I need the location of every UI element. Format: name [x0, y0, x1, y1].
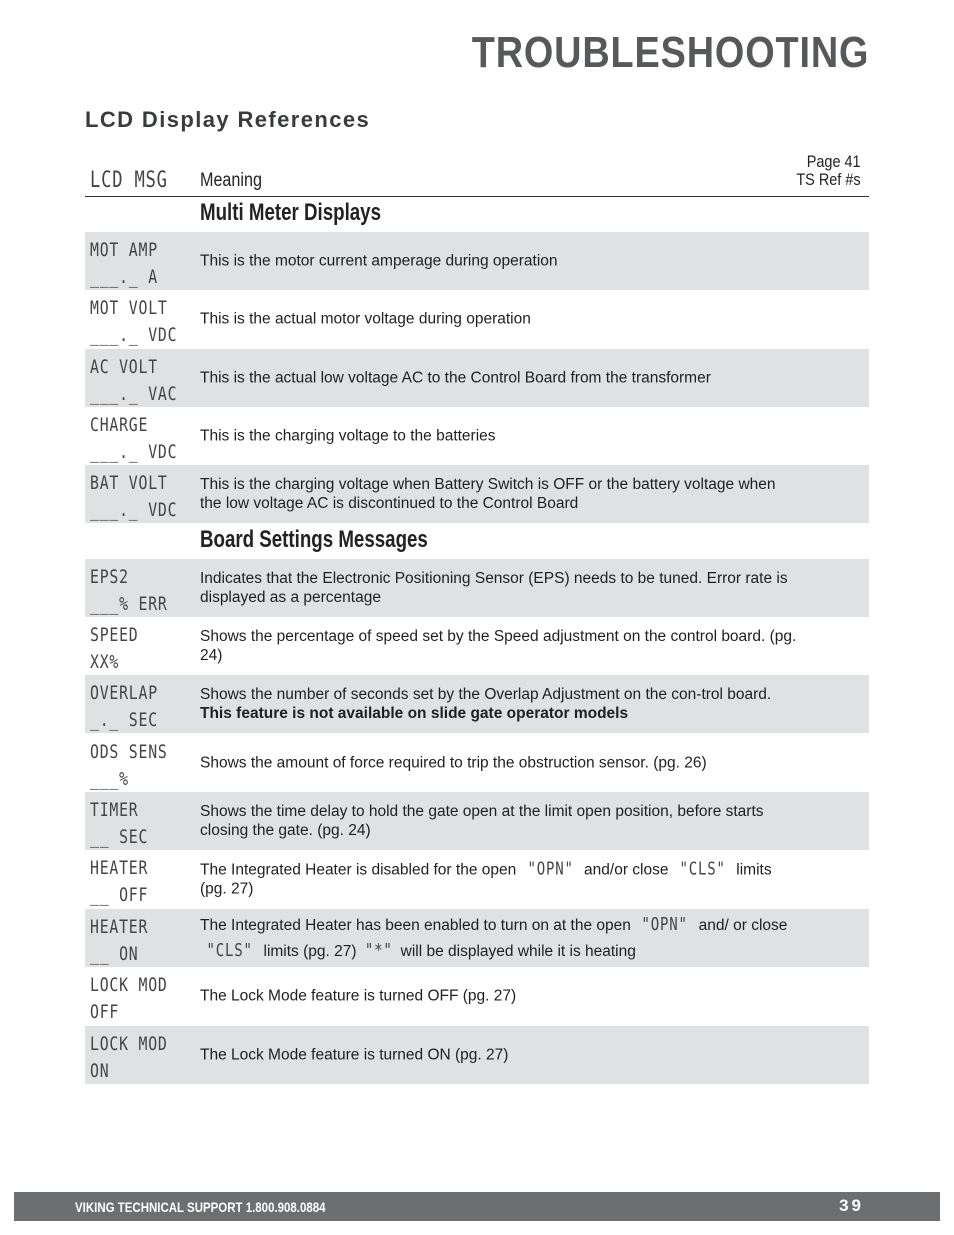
table-row: [85, 617, 869, 675]
row-meaning-text: will be displayed while it is heating: [396, 943, 636, 960]
lcd-code: [90, 237, 177, 291]
row-meaning: Shows the percentage of speed set by the Speed adjustment on the control board. (pg. 24): [200, 628, 797, 664]
lcd-line-1: TIMER: [90, 799, 139, 821]
table-row: [85, 675, 869, 733]
lcd-code: [90, 797, 165, 851]
row-meaning: This is the charging voltage when Battery Switch is OFF or the battery voltage when the low voltage AC is discontinued to the Control Board: [200, 476, 776, 512]
row-meaning: Shows the time delay to hold the gate open at the limit open position, before starts closing the gate. (pg. 24): [200, 803, 764, 839]
table-row: [85, 1026, 869, 1084]
lcd-line-2: ___._ VDC: [90, 441, 178, 463]
row-meaning: [200, 685, 800, 723]
row-meaning-text: limits (pg. 27): [200, 861, 772, 898]
header-meaning: Meaning: [200, 170, 262, 191]
lcd-inline-cls: "CLS": [679, 858, 726, 880]
lcd-inline-cls: "CLS": [206, 940, 253, 961]
row-meaning: This is the charging voltage to the batteries: [200, 427, 496, 445]
lcd-line-1: HEATER: [90, 857, 149, 879]
row-meaning-text: The Integrated Heater is disabled for the open: [200, 861, 521, 879]
lcd-line-1: LOCK MOD: [90, 1033, 168, 1055]
lcd-line-2: ___% ERR: [90, 593, 168, 615]
page-number: 39: [839, 1196, 864, 1215]
section-title: LCD Display References: [85, 107, 371, 132]
table-row: [85, 792, 869, 850]
lcd-code: [90, 412, 202, 466]
header-ref-ts: TS Ref #s: [796, 170, 861, 189]
lcd-inline-opn: "OPN": [527, 858, 574, 880]
lcd-line-2: __ SEC: [90, 826, 149, 848]
support-phone: VIKING TECHNICAL SUPPORT 1.800.908.0884: [75, 1199, 326, 1215]
page-title: TROUBLESHOOTING: [471, 28, 869, 77]
lcd-line-2: ___._ VDC: [90, 499, 178, 521]
row-meaning: The Lock Mode feature is turned OFF (pg. 27): [200, 987, 517, 1005]
table-row: [85, 232, 869, 290]
lcd-line-2: ___%: [90, 768, 129, 790]
lcd-line-1: OVERLAP: [90, 682, 158, 704]
table-row: [85, 909, 869, 967]
lcd-code: [90, 622, 152, 676]
table-row: [85, 349, 869, 407]
lcd-line-2: ON: [90, 1060, 110, 1082]
lcd-code: [90, 470, 202, 524]
row-meaning: Shows the amount of force required to trip the obstruction sensor. (pg. 26): [200, 754, 707, 772]
lcd-line-1: BAT VOLT: [90, 472, 168, 494]
table-row: [85, 465, 869, 523]
lcd-line-2: __ OFF: [90, 884, 149, 906]
lcd-code: [90, 739, 190, 793]
table-row: [85, 407, 869, 465]
header-ts-ref: [797, 153, 861, 189]
lcd-code: [90, 914, 165, 968]
lcd-line-2: ___._ A: [90, 266, 158, 288]
row-meaning: This is the motor current amperage during operation: [200, 252, 558, 270]
lcd-code: [90, 354, 202, 408]
lcd-line-1: AC VOLT: [90, 356, 158, 378]
row-meaning-text: and/ or close: [694, 917, 788, 934]
table-row: [85, 734, 869, 792]
header-lcd-msg: LCD MSG: [90, 168, 168, 193]
header-ref-page: Page 41: [807, 152, 861, 171]
row-meaning-bold-note: This feature is not available on slide gate operator models: [200, 705, 629, 722]
row-meaning: [200, 912, 800, 964]
table-row: [85, 290, 869, 348]
lcd-line-2: _._ SEC: [90, 709, 158, 731]
lcd-line-2: ___._ VAC: [90, 383, 178, 405]
row-meaning-text: limits (pg. 27): [259, 943, 361, 960]
row-meaning: This is the actual low voltage AC to the Control Board from the transformer: [200, 369, 711, 387]
table-header: [85, 150, 869, 197]
lcd-code: [90, 295, 202, 349]
row-meaning-text: The Integrated Heater has been enabled to turn on at the open: [200, 917, 636, 934]
table-row: [85, 967, 869, 1025]
lcd-line-2: __ ON: [90, 943, 139, 965]
row-meaning: Indicates that the Electronic Positioning Sensor (EPS) needs to be tuned. Error rate is displayed as a percentage: [200, 570, 788, 606]
table-row: [85, 850, 869, 908]
lcd-line-1: MOT VOLT: [90, 297, 168, 319]
lcd-inline-opn: "OPN": [641, 914, 688, 935]
row-meaning-text: and/or close: [579, 861, 673, 879]
lcd-line-1: MOT AMP: [90, 239, 158, 261]
row-meaning: This is the actual motor voltage during operation: [200, 310, 531, 328]
lcd-code: [90, 564, 190, 618]
footer-bar: [14, 1192, 940, 1221]
row-meaning: The Lock Mode feature is turned ON (pg. 27): [200, 1046, 509, 1064]
group-heading-board-settings: Board Settings Messages: [200, 526, 428, 553]
lcd-code: [90, 972, 190, 1026]
lcd-line-1: EPS2: [90, 566, 129, 588]
lcd-code: [90, 680, 177, 734]
table-row: [85, 559, 869, 617]
group-heading-multi-meter: Multi Meter Displays: [200, 199, 382, 226]
lcd-line-1: HEATER: [90, 916, 149, 938]
lcd-line-1: CHARGE: [90, 414, 149, 436]
lcd-line-2: ___._ VDC: [90, 324, 178, 346]
lcd-line-1: SPEED: [90, 624, 139, 646]
lcd-line-2: XX%: [90, 651, 120, 673]
lcd-line-1: LOCK MOD: [90, 974, 168, 996]
lcd-line-1: ODS SENS: [90, 741, 168, 763]
lcd-code: [90, 1031, 190, 1085]
row-meaning-text: Shows the number of seconds set by the Overlap Adjustment on the con-trol board.: [200, 686, 772, 703]
lcd-code: [90, 855, 165, 909]
row-meaning: [200, 860, 800, 899]
lcd-inline-heating: "*": [364, 940, 393, 961]
lcd-line-2: OFF: [90, 1001, 120, 1023]
